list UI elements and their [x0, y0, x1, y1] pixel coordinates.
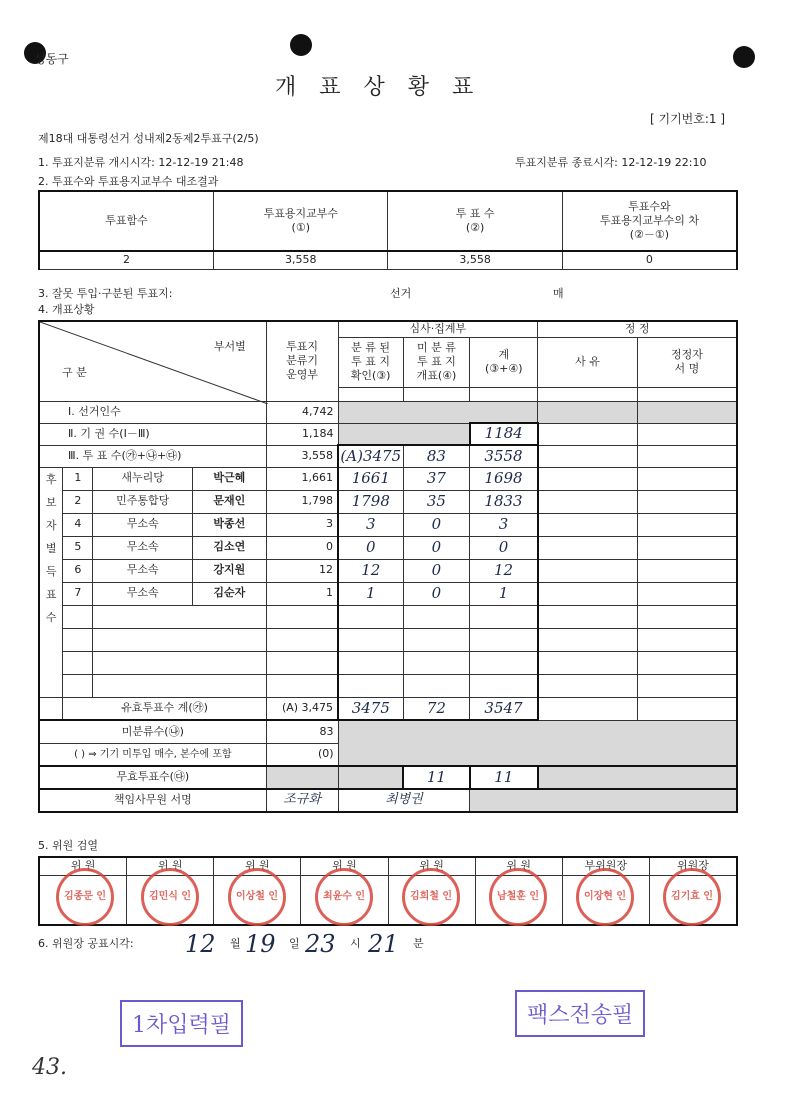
side-label-char: 보	[45, 495, 57, 509]
row-valid-value: (A) 3,475	[266, 697, 338, 720]
candidate-party: 무소속	[93, 582, 193, 605]
header-gubun: 구 분	[62, 366, 87, 379]
candidate-row	[39, 582, 737, 605]
side-label-char: 자	[45, 518, 57, 532]
seal-stamp: 김종문 인	[56, 868, 114, 926]
ballot-box-count-header: 투표함수	[39, 191, 214, 251]
machine-number: [ 기기번호:1 ]	[650, 112, 726, 126]
candidate-party: 무소속	[93, 513, 193, 536]
seal-stamp: 이장현 인	[576, 868, 634, 926]
announce-day: 19	[245, 930, 276, 958]
side-label-char: 수	[45, 610, 57, 624]
header-classified-line1: 분 류 된	[351, 340, 390, 354]
candidate-unclassified-hw: 0	[403, 559, 470, 582]
side-label-char: 후	[45, 472, 57, 486]
candidate-machine-count: 1	[266, 582, 338, 605]
row-electors-value: 4,742	[266, 401, 338, 423]
candidate-row	[39, 467, 737, 490]
issued-ballots-header	[214, 191, 388, 251]
sort-end-time: 투표지분류 종료시각: 12-12-19 22:10	[515, 156, 707, 169]
side-label	[39, 467, 63, 697]
first-entry-stamp: 1차입력필	[120, 1000, 243, 1047]
announce-hour: 23	[305, 930, 336, 958]
section-5-heading: 5. 위원 검열	[38, 839, 98, 852]
row-sign-hw2: 최병권	[338, 789, 470, 812]
difference-header	[562, 191, 737, 251]
header-reason: 사 유	[538, 337, 638, 387]
header-sum	[470, 337, 538, 387]
chair-title: 위원장	[649, 857, 737, 875]
election-title: 제18대 대통령선거 성내제2동제2투표구(2/5)	[38, 132, 259, 145]
candidate-classified-hw: 3	[338, 513, 403, 536]
member-title: 위 원	[127, 857, 214, 875]
header-classified-line2: 투 표 지	[351, 354, 390, 368]
candidate-unclassified-hw: 0	[403, 582, 470, 605]
announce-minute: 21	[368, 930, 399, 958]
header-correction: 정 정	[538, 321, 737, 337]
candidate-machine-count: 12	[266, 559, 338, 582]
side-label-char: 표	[45, 587, 57, 601]
candidate-machine-count: 1,798	[266, 490, 338, 513]
candidate-row	[39, 536, 737, 559]
ballot-comparison-table	[38, 190, 738, 270]
candidate-row	[39, 490, 737, 513]
candidate-classified-hw: 1798	[338, 490, 403, 513]
candidate-classified-hw: 1661	[338, 467, 403, 490]
seal-stamp: 남철훈 인	[489, 868, 547, 926]
page-number: 43.	[32, 1055, 67, 1080]
punch-hole-center	[290, 34, 312, 56]
candidate-unclassified-hw: 0	[403, 536, 470, 559]
candidate-machine-count: 0	[266, 536, 338, 559]
row-invalid-hw2: 11	[470, 766, 538, 789]
row-unclassified-label: 미분류수(㉯)	[39, 720, 266, 743]
header-corrector-line2: 서 명	[674, 362, 700, 375]
announce-day-unit: 일	[289, 937, 300, 950]
candidate-number: 1	[63, 467, 93, 490]
header-classified	[338, 337, 403, 387]
row-valid-hw3: 3547	[470, 697, 538, 720]
row-invalid-hw1: 11	[403, 766, 470, 789]
candidate-sum-hw: 1698	[470, 467, 538, 490]
candidate-number: 2	[63, 490, 93, 513]
candidate-machine-count: 1,661	[266, 467, 338, 490]
issued-ballots-header-line1: 투표용지교부수	[263, 206, 338, 220]
difference-header-line1: 투표수와	[628, 199, 671, 213]
row-unclassified-value: 83	[266, 720, 338, 743]
seal-stamp: 최윤수 인	[315, 868, 373, 926]
candidate-classified-hw: 0	[338, 536, 403, 559]
member-title: 위 원	[388, 857, 475, 875]
header-machine-line3: 운영부	[286, 368, 319, 382]
row-abstain-label: Ⅱ. 기 권 수(Ⅰ－Ⅲ)	[39, 423, 266, 445]
punch-hole-right	[733, 46, 755, 68]
candidate-classified-hw: 12	[338, 559, 403, 582]
section-2-heading: 2. 투표수와 투표용지교부수 대조결과	[38, 175, 219, 188]
candidate-name: 박근혜	[192, 467, 266, 490]
difference-header-line3: (②－①)	[629, 228, 670, 242]
candidate-party: 새누리당	[93, 467, 193, 490]
row-votes-label: Ⅲ. 투 표 수(㉮+㉯+㉰)	[39, 445, 266, 467]
header-unclassified-line1: 미 분 류	[416, 340, 456, 354]
seal-stamp: 이상철 인	[228, 868, 286, 926]
candidate-sum-hw: 3	[470, 513, 538, 536]
candidate-number: 7	[63, 582, 93, 605]
row-invalid-label: 무효투표수(㉰)	[39, 766, 266, 789]
header-diagonal-cell	[39, 321, 266, 401]
row-valid-label: 유효투표수 계(㉮)	[63, 697, 266, 720]
candidate-sum-hw: 1833	[470, 490, 538, 513]
diagonal-line	[40, 322, 268, 404]
difference-value: 0	[562, 251, 737, 269]
announce-minute-unit: 분	[413, 937, 424, 950]
sort-start-time: 1. 투표지분류 개시시각: 12-12-19 21:48	[38, 156, 244, 169]
header-unclassified-line3: 개표(④)	[416, 369, 457, 383]
seal-stamp: 김민식 인	[141, 868, 199, 926]
member-title: 위 원	[39, 857, 127, 875]
vice-chair-title: 부위원장	[562, 857, 649, 875]
header-corrector-line1: 정정자	[670, 347, 703, 361]
candidate-unclassified-hw: 0	[403, 513, 470, 536]
row-sign-hw1: 조규화	[266, 789, 338, 812]
votes-header-line1: 투 표 수	[455, 206, 495, 220]
member-title: 위 원	[475, 857, 562, 875]
announce-month: 12	[185, 930, 216, 958]
candidate-name: 박종선	[192, 513, 266, 536]
candidate-unclassified-hw: 35	[403, 490, 470, 513]
votes-header	[388, 191, 562, 251]
header-machine-dept	[266, 321, 338, 401]
header-sum-line1: 계	[498, 347, 510, 361]
row-votes-value: 3,558	[266, 445, 338, 467]
page-title: 개 표 상 황 표	[275, 75, 482, 100]
seal-stamp: 김희철 인	[402, 868, 460, 926]
candidate-name: 김순자	[192, 582, 266, 605]
counting-status-table	[38, 320, 738, 813]
side-label-char: 득	[45, 564, 57, 578]
candidate-row	[39, 559, 737, 582]
candidate-row	[39, 513, 737, 536]
row-votes-hw1: (A)3475	[338, 445, 403, 467]
header-dept: 부서별	[213, 340, 246, 353]
candidate-party: 민주통합당	[93, 490, 193, 513]
member-title: 위 원	[301, 857, 388, 875]
candidate-party: 무소속	[93, 536, 193, 559]
row-valid-hw1: 3475	[338, 697, 403, 720]
header-sum-line2: (③+④)	[485, 362, 523, 375]
header-corrector	[637, 337, 737, 387]
section-3-heading: 3. 잘못 투입·구분된 투표지:	[38, 287, 173, 300]
candidate-unclassified-hw: 37	[403, 467, 470, 490]
votes-value: 3,558	[388, 251, 562, 269]
seal-stamp: 김기효 인	[663, 868, 721, 926]
row-unclassified-note-value: (0)	[266, 743, 338, 766]
ballot-box-count: 2	[39, 251, 214, 269]
announce-month-unit: 월	[230, 937, 241, 950]
candidate-classified-hw: 1	[338, 582, 403, 605]
candidate-sum-hw: 12	[470, 559, 538, 582]
section-4-heading: 4. 개표상황	[38, 303, 95, 316]
header-unclassified	[403, 337, 470, 387]
header-machine-line1: 투표지	[286, 339, 319, 353]
row-votes-hw3: 3558	[470, 445, 538, 467]
row-electors-label: Ⅰ. 선거인수	[39, 401, 266, 423]
section-3-election: 선거	[390, 287, 412, 300]
issued-ballots-header-line2: (①)	[291, 221, 310, 234]
row-unclassified-note: ( ) ⇒ 기기 미투입 매수, 본수에 포함	[39, 743, 266, 766]
candidate-number: 4	[63, 513, 93, 536]
header-machine-line2: 분류기	[286, 354, 319, 368]
candidate-party: 무소속	[93, 559, 193, 582]
row-votes-hw2: 83	[403, 445, 470, 467]
candidate-machine-count: 3	[266, 513, 338, 536]
candidate-sum-hw: 1	[470, 582, 538, 605]
row-sign-label: 책임사무원 서명	[39, 789, 266, 812]
member-title: 위 원	[214, 857, 301, 875]
difference-header-line2: 투표용지교부수의 차	[599, 213, 699, 227]
candidate-number: 5	[63, 536, 93, 559]
row-abstain-value: 1,184	[266, 423, 338, 445]
corner-label: 성동구	[34, 52, 69, 66]
side-label-char: 별	[45, 541, 57, 555]
header-review-dept: 심사·집계부	[338, 321, 538, 337]
candidate-name: 강지원	[192, 559, 266, 582]
row-abstain-hw: 1184	[470, 423, 538, 445]
candidate-name: 문재인	[192, 490, 266, 513]
candidate-name: 김소연	[192, 536, 266, 559]
issued-ballots-value: 3,558	[214, 251, 388, 269]
fax-sent-stamp: 팩스전송필	[515, 990, 645, 1037]
votes-header-line2: (②)	[465, 221, 485, 234]
section-6-heading: 6. 위원장 공표시각:	[38, 937, 134, 950]
header-classified-line3: 확인(③)	[350, 369, 391, 383]
candidate-number: 6	[63, 559, 93, 582]
header-unclassified-line2: 투 표 지	[416, 354, 456, 368]
announce-hour-unit: 시	[350, 937, 361, 950]
candidate-sum-hw: 0	[470, 536, 538, 559]
row-valid-hw2: 72	[403, 697, 470, 720]
section-3-count-unit: 매	[553, 287, 564, 300]
